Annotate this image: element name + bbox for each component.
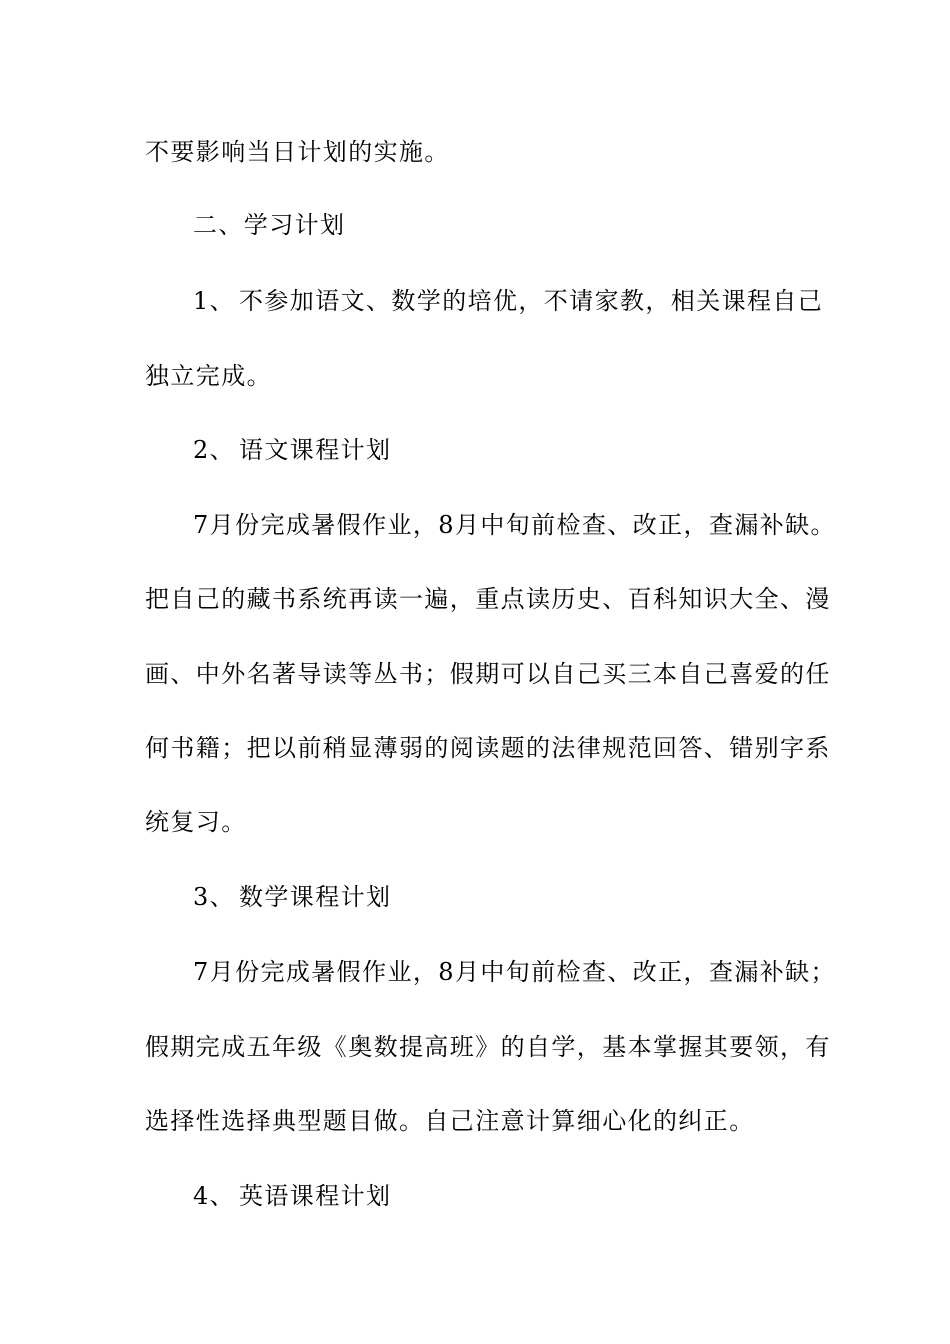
text: 英语课程计划 xyxy=(239,1182,392,1210)
section-heading xyxy=(193,205,345,245)
paragraph-line xyxy=(145,654,831,694)
paragraph-line xyxy=(193,505,836,545)
text: 7月份完成暑假作业，8月中旬前检查、改正，查漏补缺； xyxy=(193,958,836,986)
list-number: 3、 xyxy=(193,883,236,911)
paragraph-line xyxy=(145,728,831,768)
text: 统复习。 xyxy=(145,808,247,836)
list-item xyxy=(193,877,391,917)
paragraph-line xyxy=(145,802,247,842)
text: 二、学习计划 xyxy=(193,211,346,239)
text: 选择性选择典型题目做。自己注意计算细心化的纠正。 xyxy=(145,1107,755,1135)
list-number: 4、 xyxy=(193,1182,236,1210)
paragraph-line xyxy=(145,356,272,396)
text: 不要影响当日计划的实施。 xyxy=(145,138,450,166)
paragraph-line xyxy=(193,952,836,992)
paragraph-line xyxy=(145,579,831,619)
text: 何书籍；把以前稍显薄弱的阅读题的法律规范回答、错别字系 xyxy=(145,734,831,762)
list-number: 1、 xyxy=(193,287,236,315)
paragraph-line xyxy=(145,1027,831,1067)
text: 不参加语文、数学的培优，不请家教，相关课程自己 xyxy=(239,287,824,315)
list-item xyxy=(193,1176,391,1216)
text: 独立完成。 xyxy=(145,362,272,390)
paragraph-line xyxy=(145,1101,755,1141)
list-number: 2、 xyxy=(193,436,236,464)
text: 把自己的藏书系统再读一遍，重点读历史、百科知识大全、漫 xyxy=(145,585,831,613)
list-item xyxy=(193,430,391,470)
text: 语文课程计划 xyxy=(239,436,392,464)
text: 画、中外名著导读等丛书；假期可以自己买三本自己喜爱的任 xyxy=(145,660,831,688)
text: 数学课程计划 xyxy=(239,883,392,911)
list-item xyxy=(193,281,823,321)
paragraph-line xyxy=(145,132,450,172)
text: 7月份完成暑假作业，8月中旬前检查、改正，查漏补缺。 xyxy=(193,511,836,539)
text: 假期完成五年级《奥数提高班》的自学，基本掌握其要领，有 xyxy=(145,1033,831,1061)
